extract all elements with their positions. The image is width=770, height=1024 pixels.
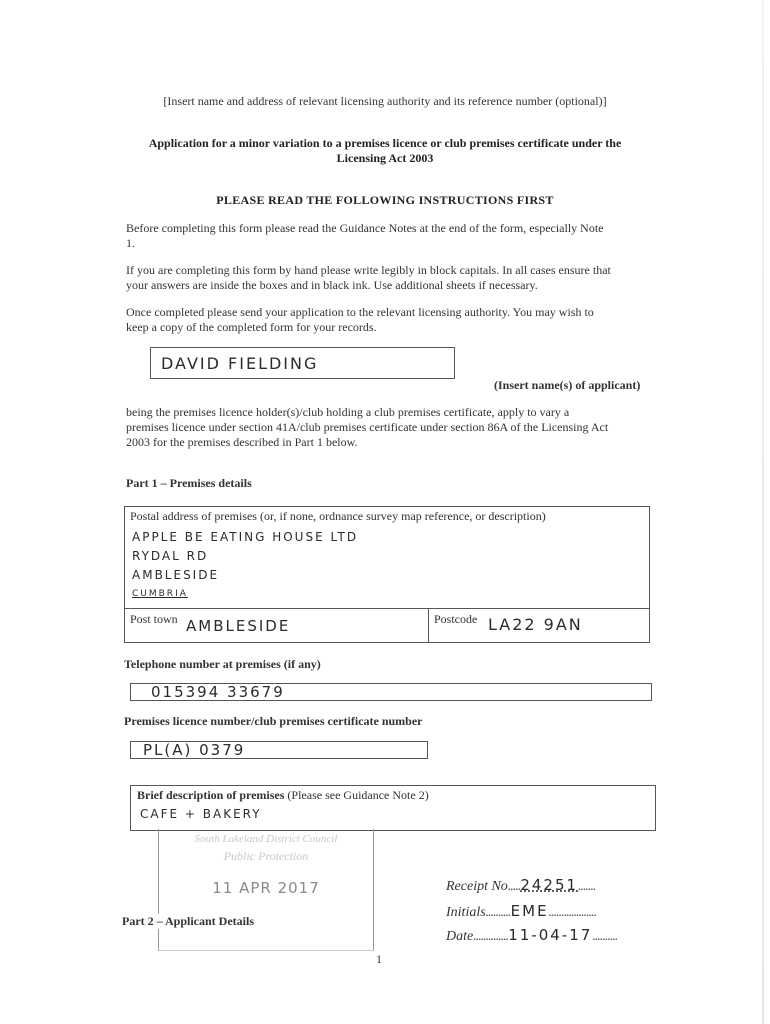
telephone-label: Telephone number at premises (if any) (124, 657, 321, 671)
post-town-label: Post town (130, 612, 178, 626)
description-label-rest: (Please see Guidance Note 2) (284, 788, 429, 802)
date-label: Date (446, 929, 474, 944)
address-line: RYDAL RD (132, 549, 209, 563)
statement-text: 2003 for the premises described in Part 1 below. (126, 435, 358, 449)
address-line: APPLE BE EATING HOUSE LTD (132, 530, 359, 544)
statement-text: premises licence under section 41A/club premises certificate under section 86A of the Licensing Act (126, 420, 609, 434)
address-line: AMBLESIDE (132, 568, 220, 582)
instruction-paragraph-3 (126, 305, 666, 335)
instruction-text: Before completing this form please read the Guidance Notes at the end of the form, especially Note (126, 221, 604, 235)
description-label (137, 788, 429, 803)
instruction-text: If you are completing this form by hand please write legibly in block capitals. In all cases ensure that (126, 263, 611, 277)
post-town-value[interactable]: AMBLESIDE (186, 617, 291, 635)
instruction-paragraph-2 (126, 263, 666, 293)
licence-number-value: PL(A) 0379 (143, 741, 246, 759)
address-line: CUMBRIA (132, 589, 188, 599)
applicant-statement (126, 405, 666, 450)
initials-label: Initials (446, 905, 486, 920)
address-value[interactable] (132, 528, 358, 604)
part1-heading: Part 1 – Premises details (126, 476, 252, 490)
postcode-value[interactable]: LA22 9AN (488, 615, 583, 634)
date-value: 11-04-17 (508, 926, 593, 944)
scan-edge (762, 0, 764, 1024)
stamp-council: South Lakeland District Council (194, 833, 338, 845)
form-title-line2: Licensing Act 2003 (336, 151, 434, 165)
initials-dots: .......... (485, 905, 511, 920)
initials-dots: ................... (548, 905, 597, 920)
date-dots: .............. (473, 929, 509, 944)
stamp-date: 11 APR 2017 (212, 879, 320, 897)
instructions-heading: PLEASE READ THE FOLLOWING INSTRUCTIONS FIRST (216, 193, 554, 207)
address-divider (124, 608, 650, 609)
receipt-number-label: Receipt No (446, 879, 508, 894)
applicant-name-value: DAVID FIELDING (161, 354, 319, 373)
received-stamp (158, 829, 374, 951)
date-dots: .......... (592, 929, 618, 944)
page-number: 1 (376, 952, 382, 966)
authority-placeholder: [Insert name and address of relevant licensing authority and its reference number (optional)] (163, 94, 607, 108)
form-title (60, 136, 710, 166)
licence-number-field[interactable] (130, 741, 428, 759)
receipt-dots: ....... (578, 879, 596, 894)
receipt-number-value: 24251 (520, 876, 579, 894)
description-label-bold: Brief description of premises (137, 788, 285, 802)
initials-value: EME (510, 902, 549, 920)
instruction-text: 1. (126, 236, 135, 250)
instruction-text: your answers are inside the boxes and in black ink. Use additional sheets if necessary. (126, 278, 538, 292)
description-value[interactable]: CAFE + BAKERY (140, 807, 262, 821)
part2-heading: Part 2 – Applicant Details (122, 914, 254, 928)
instruction-text: keep a copy of the completed form for your records. (126, 320, 377, 334)
telephone-field[interactable] (130, 683, 652, 701)
postcode-divider (428, 608, 429, 642)
telephone-value: 015394 33679 (151, 683, 285, 701)
applicant-name-label: (Insert name(s) of applicant) (494, 378, 641, 392)
receipt-number-row (446, 876, 596, 895)
instruction-text: Once completed please send your application to the relevant licensing authority. You may wish to (126, 305, 594, 319)
applicant-name-field[interactable] (150, 347, 455, 379)
form-title-line1: Application for a minor variation to a premises licence or club premises certificate under the (148, 136, 622, 150)
postcode-label: Postcode (434, 612, 478, 626)
date-row (446, 926, 617, 945)
receipt-dots: ..... (507, 879, 521, 894)
statement-text: being the premises licence holder(s)/club holding a club premises certificate, apply to vary a (126, 405, 570, 419)
licence-number-label: Premises licence number/club premises certificate number (124, 714, 423, 728)
initials-row (446, 902, 596, 921)
instruction-paragraph-1 (126, 221, 666, 251)
stamp-department: Public Protection (223, 849, 309, 863)
address-label: Postal address of premises (or, if none, ordnance survey map reference, or description) (130, 509, 546, 523)
